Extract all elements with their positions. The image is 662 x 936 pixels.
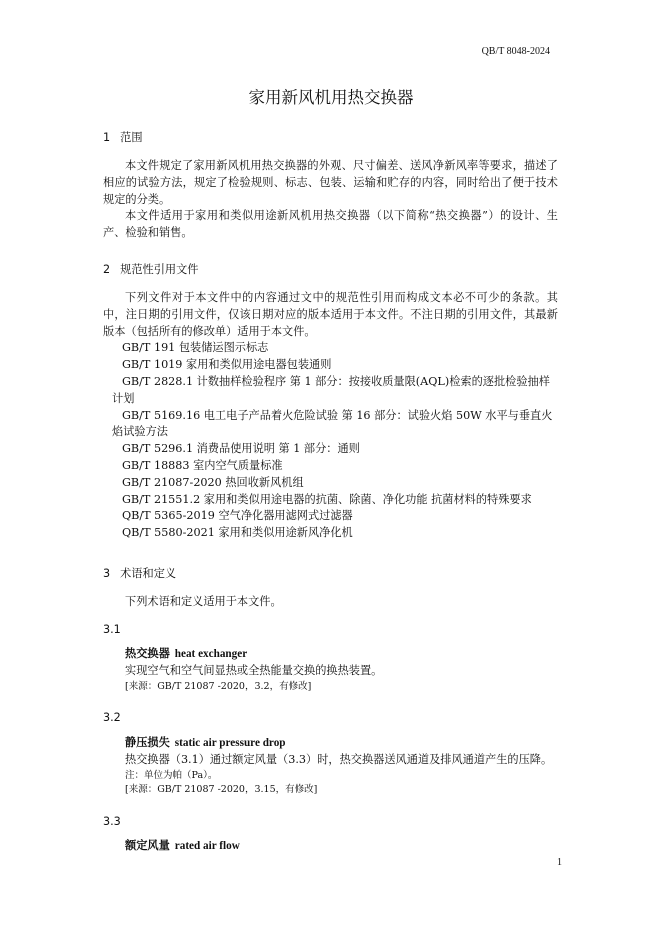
reference-item xyxy=(103,408,558,442)
term-number: 3.3 xyxy=(103,815,121,828)
section-title: 规范性引用文件 xyxy=(120,263,199,276)
term-entry xyxy=(125,646,558,694)
reference-item: GB/T 18883 室内空气质量标准 xyxy=(122,458,283,472)
term-number: 3.2 xyxy=(103,711,121,724)
term-source: [来源：GB/T 21087 -2020，3.15，有修改] xyxy=(125,783,318,795)
term-english: heat exchanger xyxy=(174,648,248,660)
terms-intro xyxy=(103,594,558,611)
reference-text: GB/T 5169.16 电工电子产品着火危险试验 第 16 部分：试验火焰 50W 水平与垂直火焰试验方法 xyxy=(112,408,553,439)
reference-item: GB/T 5296.1 消费品使用说明 第 1 部分：通则 xyxy=(122,442,360,456)
page-number: 1 xyxy=(557,857,562,868)
scope-body xyxy=(103,158,558,242)
term-definition: 热交换器（3.1）通过额定风量（3.3）时，热交换器送风通道及排风通道产生的压降。 xyxy=(125,752,553,766)
reference-item: GB/T 191 包装储运图示标志 xyxy=(122,341,269,355)
reference-item: GB/T 1019 家用和类似用途电器包装通则 xyxy=(122,358,332,372)
section-heading-normative xyxy=(103,262,198,279)
reference-item: QB/T 5365-2019 空气净化器用滤网式过滤器 xyxy=(122,509,353,523)
paragraph: 下列术语和定义适用于本文件。 xyxy=(125,595,282,608)
term-chinese: 热交换器 xyxy=(125,647,170,660)
reference-item: GB/T 21087-2020 热回收新风机组 xyxy=(122,475,304,489)
standard-code: QB/T 8048-2024 xyxy=(481,46,550,57)
term-entry xyxy=(125,838,558,855)
reference-item: QB/T 5580-2021 家用和类似用途新风净化机 xyxy=(122,526,353,540)
term-source: [来源：GB/T 21087 -2020，3.2，有修改] xyxy=(125,680,312,692)
section-heading-scope xyxy=(103,130,143,147)
document-title: 家用新风机用热交换器 xyxy=(248,88,414,107)
term-note: 注：单位为帕（Pa）。 xyxy=(125,769,218,781)
paragraph: 本文件规定了家用新风机用热交换器的外观、尺寸偏差、送风净新风率等要求，描述了相应的试验方法，规定了检验规则、标志、包装、运输和贮存的内容，同时给出了便于技术规定的分类。 xyxy=(103,159,558,206)
normative-body xyxy=(103,290,558,542)
section-number: 2 xyxy=(103,263,111,276)
reference-text: GB/T 2828.1 计数抽样检验程序 第 1 部分：按接收质量限(AQL)检索的逐批检验抽样计划 xyxy=(112,374,550,405)
section-title: 范围 xyxy=(120,131,143,144)
section-heading-terms xyxy=(103,566,176,583)
term-entry xyxy=(125,735,558,797)
paragraph: 下列文件对于本文件中的内容通过文中的规范性引用而构成文本必不可少的条款。其中，注日期的引用文件，仅该日期对应的版本适用于本文件。不注日期的引用文件，其最新版本（包括所有的修改单）适用于本文件。 xyxy=(103,291,558,338)
section-number: 3 xyxy=(103,567,111,580)
section-number: 1 xyxy=(103,131,111,144)
reference-item: GB/T 21551.2 家用和类似用途电器的抗菌、除菌、净化功能 抗菌材料的特殊要求 xyxy=(122,492,532,506)
term-english: static air pressure drop xyxy=(174,737,286,749)
term-chinese: 静压损失 xyxy=(125,736,170,749)
section-title: 术语和定义 xyxy=(120,567,177,580)
term-definition: 实现空气和空气间显热或全热能量交换的换热装置。 xyxy=(125,663,383,677)
reference-item xyxy=(103,374,558,408)
term-english: rated air flow xyxy=(174,840,240,852)
paragraph: 本文件适用于家用和类似用途新风机用热交换器（以下简称“热交换器”）的设计、生产、检验和销售。 xyxy=(103,209,558,240)
term-number: 3.1 xyxy=(103,623,121,636)
term-chinese: 额定风量 xyxy=(125,839,170,852)
